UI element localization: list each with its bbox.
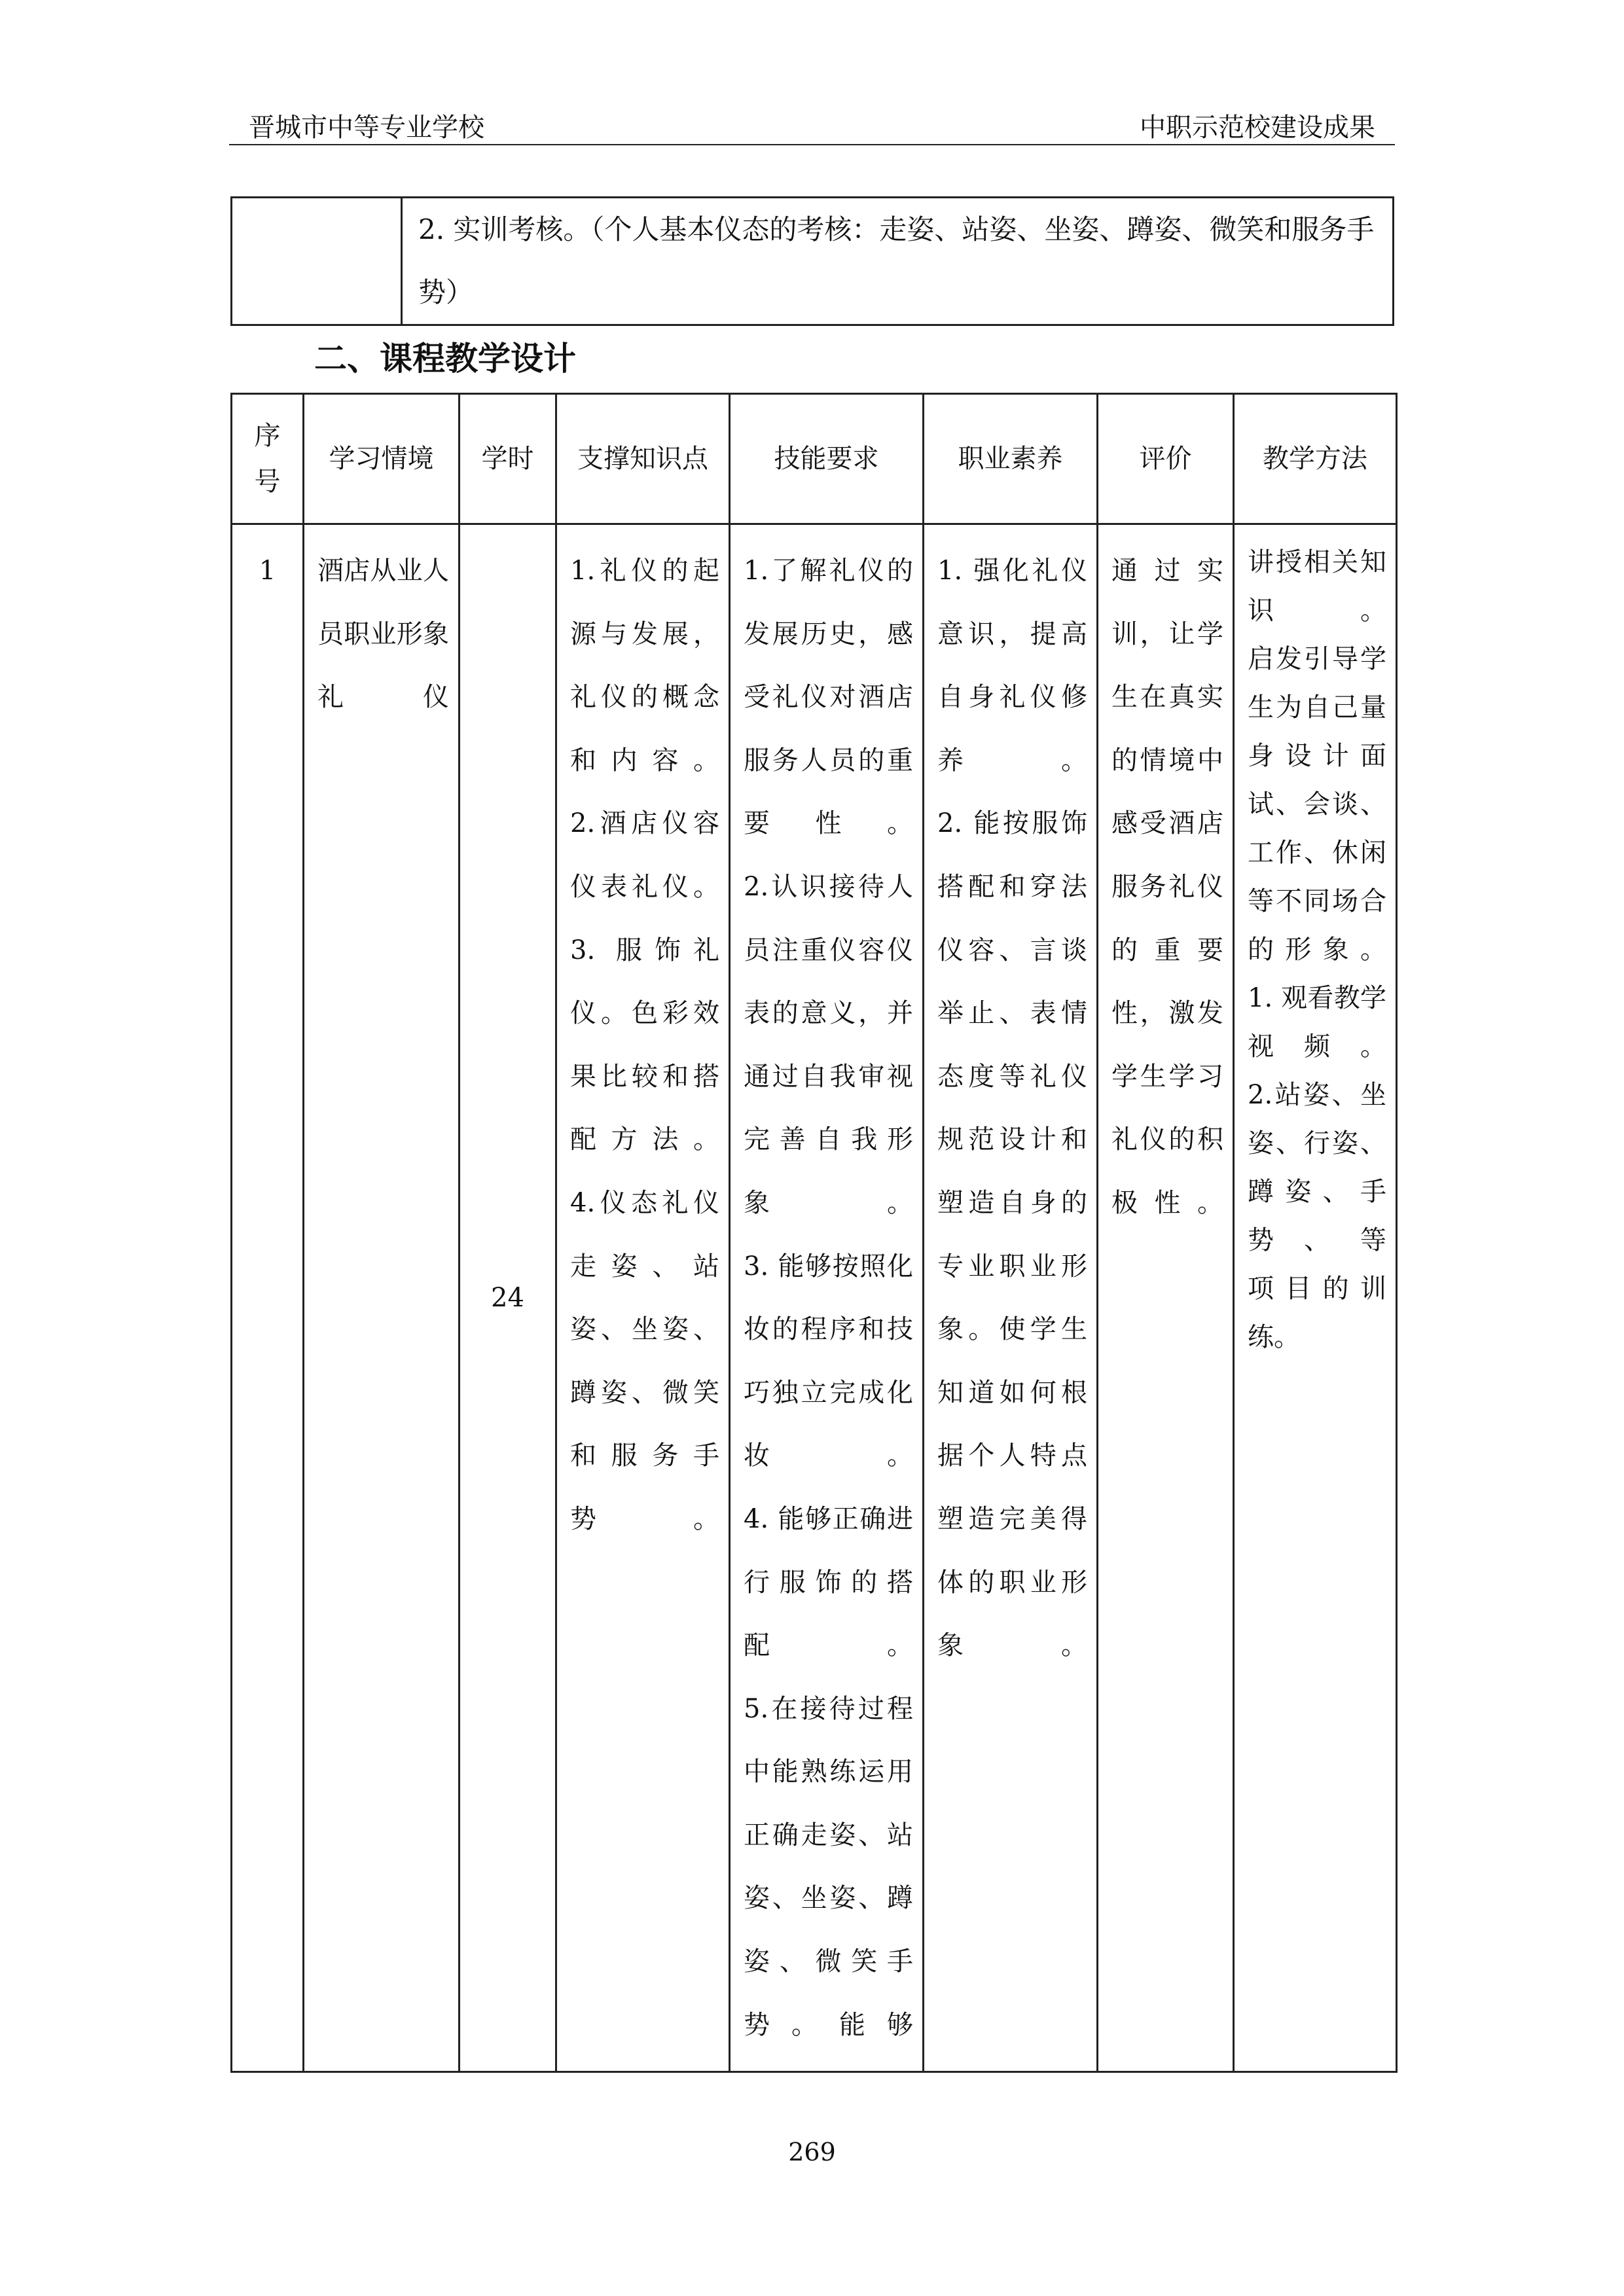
header-methods: 教学方法 — [1234, 394, 1397, 524]
continuation-row — [232, 198, 1394, 325]
continuation-empty-cell — [232, 198, 402, 325]
header-knowledge: 支撑知识点 — [556, 394, 730, 524]
method-item: 启发引导学生为自己量身设计面试、会谈、工作、休闲等不同场合的形象。 — [1248, 644, 1386, 965]
row-skills — [730, 524, 924, 2072]
knowledge-item: 2.酒店仪容仪表礼仪。 — [570, 808, 719, 902]
knowledge-item: 4.仪态礼仪走姿、站姿、坐姿、蹲姿、微笑和服务手势。 — [570, 1187, 719, 1534]
row-context: 酒店从业人员职业形象礼仪 — [304, 524, 460, 2072]
knowledge-item: 3. 服饰礼仪。色彩效果比较和搭配方法。 — [570, 935, 719, 1155]
header-qualities: 职业素养 — [924, 394, 1098, 524]
method-item: 1. 观看教学视频。 — [1248, 983, 1386, 1062]
header-hours: 学时 — [460, 394, 556, 524]
header-document-title: 中职示范校建设成果 — [1140, 113, 1375, 143]
skill-item: 2.认识接待人员注重仪容仪表的意义，并通过自我审视完善自我形象。 — [744, 871, 913, 1218]
page-number: 269 — [788, 2138, 836, 2166]
skill-item: 4. 能够正确进行服饰的搭配。 — [744, 1503, 913, 1661]
course-design-table — [230, 393, 1398, 2073]
header-rule — [229, 144, 1395, 145]
quality-item: 1. 强化礼仪意识，提高自身礼仪修养。 — [937, 556, 1087, 776]
method-item: 讲授相关知识。 — [1248, 547, 1386, 626]
header-num: 序号 — [232, 394, 304, 524]
header-skills: 技能要求 — [730, 394, 924, 524]
continuation-cell: 2. 实训考核。（个人基本仪态的考核：走姿、站姿、坐姿、蹲姿、微笑和服务手势） — [402, 198, 1394, 325]
row-methods — [1234, 524, 1397, 2072]
header-context: 学习情境 — [304, 394, 460, 524]
table-header-row — [232, 394, 1397, 524]
row-hours: 24 — [460, 524, 556, 2072]
row-evaluation — [1098, 524, 1234, 2072]
row-qualities — [924, 524, 1098, 2072]
skill-item: 5.在接待过程中能熟练运用正确走姿、站姿、坐姿、蹲姿、微笑手势。能够 — [744, 1693, 913, 2040]
knowledge-item: 1.礼仪的起源与发展，礼仪的概念和内容。 — [570, 556, 719, 776]
row-knowledge — [556, 524, 730, 2072]
method-item: 2.站姿、坐姿、行姿、蹲姿、手势、等 — [1248, 1080, 1386, 1255]
skill-item: 3. 能够按照化妆的程序和技巧独立完成化妆。 — [744, 1251, 913, 1471]
table-row — [232, 524, 1397, 2072]
quality-item: 2. 能按服饰搭配和穿法仪容、言谈举止、表情态度等礼仪规范设计和塑造自身的专业职业形象。使学生知道如何根据个人特点塑造完美得体的职业形象。 — [937, 808, 1087, 1661]
header-evaluation: 评价 — [1098, 394, 1234, 524]
skill-item: 1.了解礼仪的发展历史，感受礼仪对酒店服务人员的重要性。 — [744, 556, 913, 839]
section-title: 二、课程教学设计 — [314, 340, 576, 378]
row-number: 1 — [232, 524, 304, 2072]
evaluation-item: 通过实训，让学生在真实的情境中感受酒店服务礼仪的重要性，激发学生学习礼仪的积极性。 — [1111, 556, 1223, 1218]
header-school-name: 晋城市中等专业学校 — [249, 113, 484, 143]
continuation-table — [230, 196, 1394, 326]
method-item: 项目的训练。 — [1248, 1274, 1386, 1352]
